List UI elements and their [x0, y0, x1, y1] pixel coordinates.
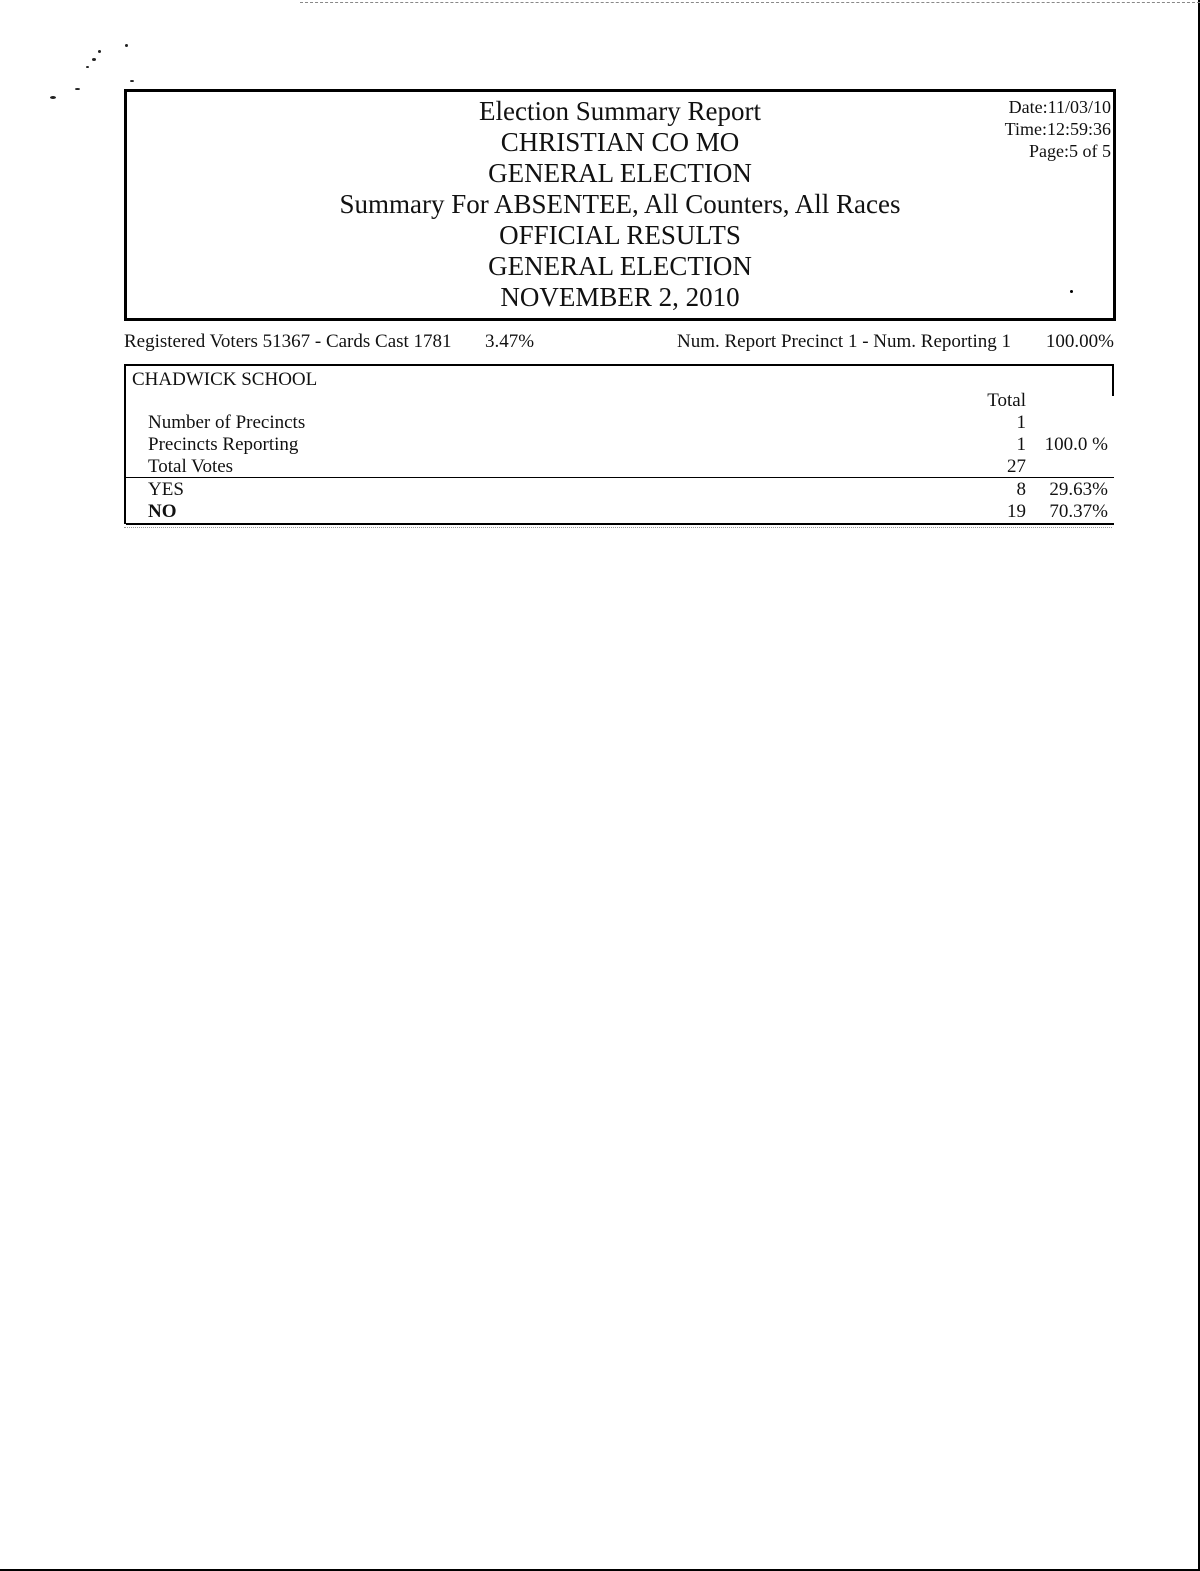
choice-percent: 70.37%: [1049, 501, 1108, 522]
stat-label: Number of Precincts: [148, 412, 306, 433]
choice-label: NO: [148, 501, 177, 522]
scan-speck: [125, 44, 128, 47]
scan-speck: [92, 58, 96, 61]
stat-row: [126, 456, 1114, 478]
scan-speck: [1070, 290, 1073, 293]
precinct-report-text: Num. Report Precinct 1 - Num. Reporting 1: [677, 331, 1012, 352]
choice-votes: 19: [1007, 501, 1026, 522]
contest-title: CHADWICK SCHOOL: [132, 369, 318, 390]
report-meta: [1005, 96, 1111, 162]
stat-row: [126, 412, 1114, 434]
report-date: Date:11/03/10: [1008, 97, 1111, 117]
scan-artifact-line: [124, 527, 1112, 528]
stat-percent: 100.0 %: [1044, 434, 1108, 455]
report-title: Election Summary Report: [479, 96, 761, 126]
election-name-secondary: GENERAL ELECTION: [488, 251, 752, 281]
election-name: GENERAL ELECTION: [488, 158, 752, 188]
scan-speck: [75, 88, 80, 90]
summary-line: [124, 330, 1114, 354]
report-time: Time:12:59:36: [1004, 119, 1111, 139]
turnout-percent: 3.47%: [485, 331, 535, 352]
county-name: CHRISTIAN CO MO: [500, 127, 740, 157]
report-title-block: [127, 96, 1113, 313]
stat-row: [126, 434, 1114, 456]
report-header: [124, 89, 1116, 321]
results-status: OFFICIAL RESULTS: [499, 220, 741, 250]
choice-row-yes: [126, 479, 1114, 501]
stat-value: 1: [1016, 434, 1026, 455]
choice-percent: 29.63%: [1049, 479, 1108, 500]
scan-speck: [86, 66, 89, 68]
choice-label: YES: [148, 479, 184, 500]
stat-value: 27: [1007, 456, 1026, 477]
election-date: NOVEMBER 2, 2010: [500, 282, 740, 312]
report-page: Page:5 of 5: [1029, 141, 1111, 161]
summary-scope: Summary For ABSENTEE, All Counters, All Races: [339, 189, 901, 219]
stat-label: Total Votes: [148, 456, 234, 477]
reporting-percent: 100.00%: [1045, 331, 1114, 352]
choice-votes: 8: [1016, 479, 1026, 500]
separator-rule: [126, 477, 1114, 478]
stat-label: Precincts Reporting: [148, 434, 299, 455]
bottom-rule: [126, 523, 1114, 525]
registered-voters-text: Registered Voters 51367 - Cards Cast 1781: [124, 331, 452, 352]
contest-block: [124, 364, 1114, 524]
scan-artifact-line: [300, 2, 1200, 3]
scan-speck: [98, 50, 101, 53]
scan-speck: [130, 80, 134, 82]
box-edge: [1112, 366, 1114, 396]
stat-value: 1: [1016, 412, 1026, 433]
scan-speck: [50, 96, 56, 99]
column-header-total: Total: [987, 390, 1026, 411]
choice-row-no: [126, 501, 1114, 523]
